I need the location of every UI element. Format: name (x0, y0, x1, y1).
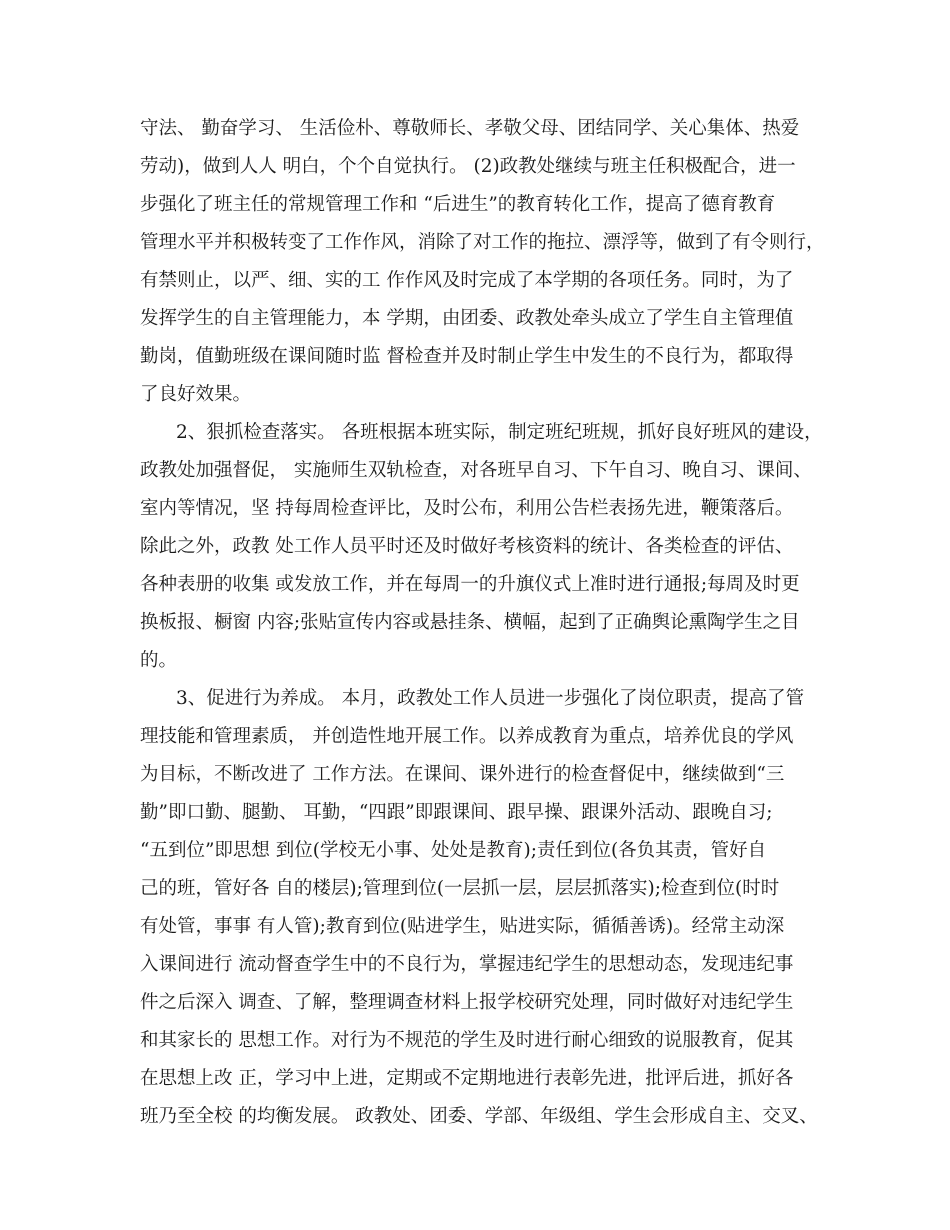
text-line: 有处管，事事 有人管);教育到位(贴进学生，贴进实际，循循善诱)。经常主动深 (140, 916, 785, 937)
text-line: 勤”即口勤、腿勤、 耳勤，“四跟”即跟课间、跟早操、跟课外活动、跟晚自习; (140, 802, 773, 823)
text-line: 为目标，不断改进了 工作方法。在课间、课外进行的检查督促中，继续做到“三 (140, 764, 785, 785)
text-line: 发挥学生的自主管理能力，本 学期，由团委、政教处牵头成立了学生自主管理值 (140, 308, 794, 329)
text-line: 和其家长的 思想工作。对行为不规范的学生及时进行耐心细致的说服教育，促其 (140, 1030, 794, 1051)
text-line: 守法、 勤奋学习、 生活俭朴、尊敬师长、孝敬父母、团结同学、关心集体、热爱 (140, 118, 800, 139)
text-line: 有禁则止，以严、细、实的工 作作风及时完成了本学期的各项任务。同时，为了 (140, 270, 794, 291)
text-line: 管理水平并积极转变了工作作风，消除了对工作的拖拉、漂浮等，做到了有令则行， (140, 232, 825, 253)
text-line: 2、狠抓检查落实。 各班根据本班实际，制定班纪班规，抓好良好班风的建设， (176, 422, 823, 443)
text-line: 除此之外，政教 处工作人员平时还及时做好考核资料的统计、各类检查的评估、 (140, 536, 794, 557)
text-line: 己的班，管好各 自的楼层);管理到位(一层抓一层，层层抓落实);检查到位(时时 (140, 878, 780, 899)
text-line: 3、促进行为养成。 本月，政教处工作人员进一步强化了岗位职责，提高了管 (176, 688, 805, 709)
text-line: 理技能和管理素质， 并创造性地开展工作。以养成教育为重点，培养优良的学风 (140, 726, 794, 747)
text-line: 入课间进行 流动督查学生中的不良行为，掌握违纪学生的思想动态，发现违纪事 (140, 954, 794, 975)
text-line: 各种表册的收集 或发放工作，并在每周一的升旗仪式上准时进行通报;每周及时更 (140, 574, 800, 595)
text-line: 件之后深入 调查、了解，整理调查材料上报学校研究处理，同时做好对违纪学生 (140, 992, 794, 1013)
text-line: “五到位”即思想 到位(学校无小事、处处是教育);责任到位(各负其责，管好自 (140, 840, 767, 861)
text-line: 在思想上改 正，学习中上进，定期或不定期地进行表彰先进，批评后进，抓好各 (140, 1068, 794, 1089)
text-line: 换板报、橱窗 内容;张贴宣传内容或悬挂条、横幅，起到了正确舆论熏陶学生之目 (140, 612, 800, 633)
text-line: 的。 (140, 650, 178, 671)
text-line: 了良好效果。 (140, 384, 252, 405)
text-line: 勤岗，值勤班级在课间随时监 督检查并及时制止学生中发生的不良行为，都取得 (140, 346, 794, 367)
text-line: 政教处加强督促， 实施师生双轨检查，对各班早自习、下午自习、晚自习、课间、 (140, 460, 812, 481)
text-line: 劳动)，做到人人 明白，个个自觉执行。 (2)政教处继续与班主任积极配合，进一 (140, 156, 796, 177)
text-line: 室内等情况，坚 持每周检查评比，及时公布，利用公告栏表扬先进，鞭策落后。 (140, 498, 794, 519)
text-line: 步强化了班主任的常规管理工作和 “后进生”的教育转化工作，提高了德育教育 (140, 194, 776, 215)
text-line: 班乃至全校 的均衡发展。 政教处、团委、学部、年级组、学生会形成自主、交叉、 (140, 1106, 818, 1127)
